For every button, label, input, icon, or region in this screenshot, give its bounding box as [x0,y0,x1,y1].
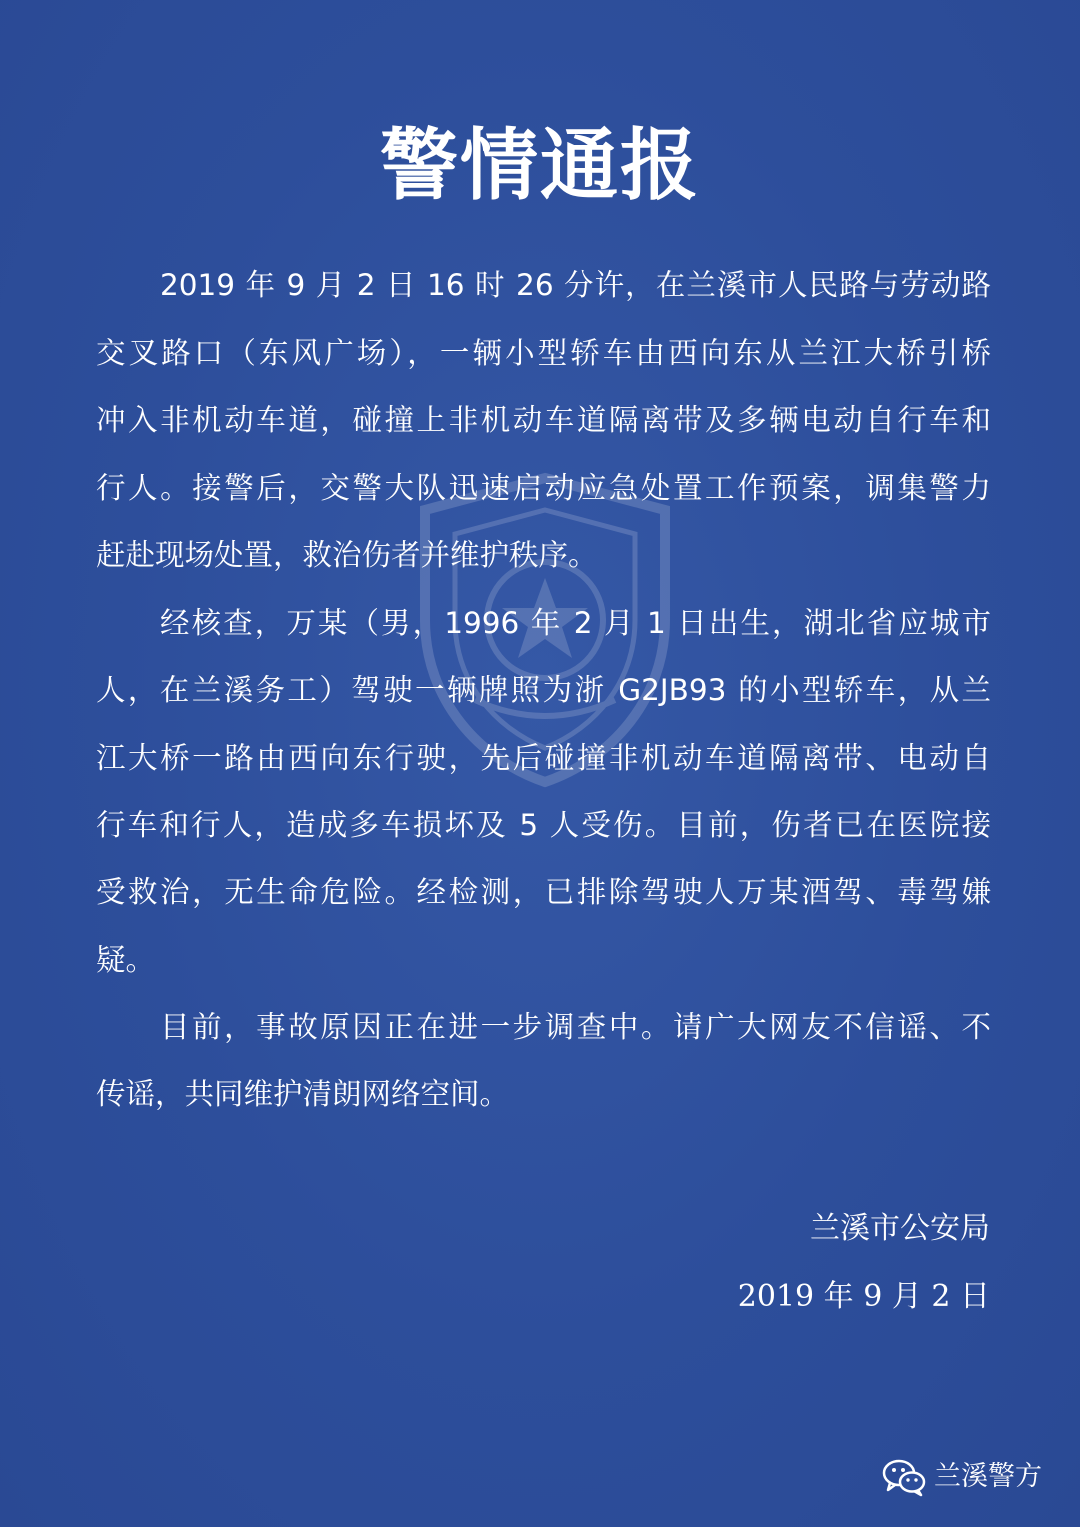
issue-date: 2019 年 9 月 2 日 [737,1279,990,1314]
paragraph-1-line-3: 冲入非机动车道，碰撞上非机动车道隔离带及多辆电动自行车和 [96,403,991,437]
paragraph-1-line-4: 行人。接警后，交警大队迅速启动应急处置工作预案，调集警力 [96,471,991,505]
wechat-icon [882,1457,926,1497]
paragraph-2-line-1: 经核查，万某（男，1996 年 2 月 1 日出生，湖北省应城市 [160,606,991,640]
paragraph-2-line-3: 江大桥一路由西向东行驶，先后碰撞非机动车道隔离带、电动自 [96,741,991,775]
paragraph-1-line-1: 2019 年 9 月 2 日 16 时 26 分许，在兰溪市人民路与劳动路 [160,268,991,302]
paragraph-2-line-4: 行车和行人，造成多车损坏及 5 人受伤。目前，伤者已在医院接 [96,808,991,842]
paragraph-2-line-2: 人，在兰溪务工）驾驶一辆牌照为浙 G2JB93 的小型轿车，从兰 [96,673,991,707]
wechat-account-watermark [882,1455,1042,1499]
paragraph-2-line-6: 疑。 [96,943,156,977]
paragraph-3-line-1: 目前，事故原因正在进一步调查中。请广大网友不信谣、不 [160,1010,991,1044]
paragraph-1-line-5: 赶赴现场处置，救治伤者并维护秩序。 [96,538,598,572]
issuer-name: 兰溪市公安局 [810,1211,990,1246]
paragraph-3-line-2: 传谣，共同维护清朗网络空间。 [96,1077,510,1111]
paragraph-2-line-5: 受救治，无生命危险。经检测，已排除驾驶人万某酒驾、毒驾嫌 [96,875,991,909]
paragraph-1-line-2: 交叉路口（东风广场），一辆小型轿车由西向东从兰江大桥引桥 [96,336,991,370]
wechat-account-name: 兰溪警方 [934,1461,1042,1492]
notice-title: 警情通报 [379,121,700,211]
